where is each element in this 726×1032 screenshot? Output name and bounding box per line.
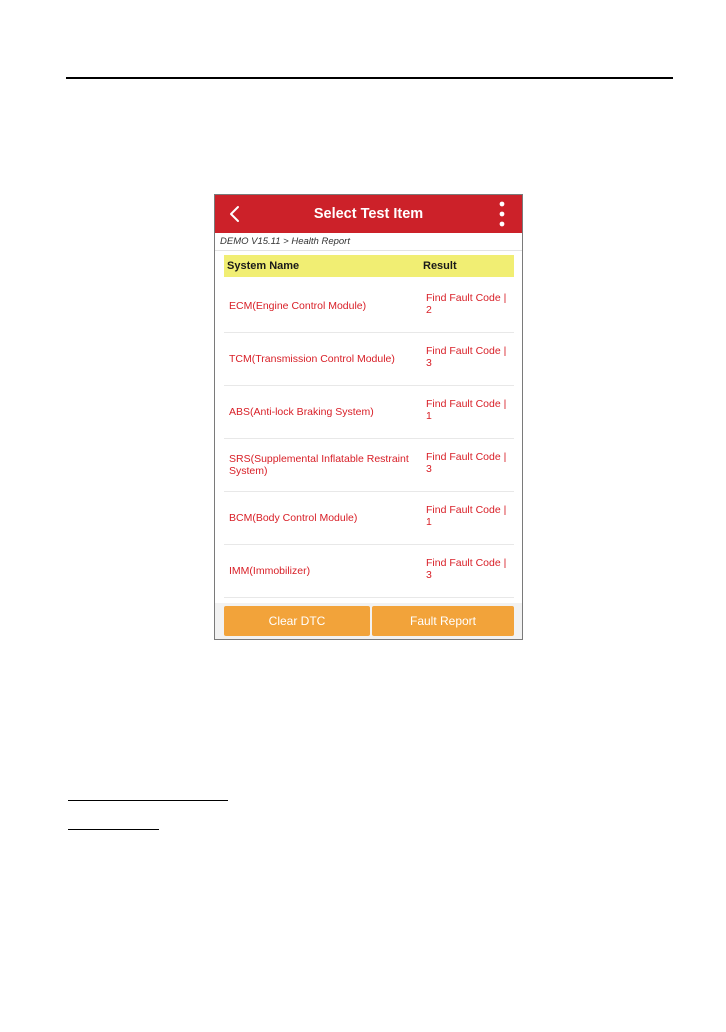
result-cell: Find Fault Code | 1 — [426, 398, 507, 422]
clear-dtc-button[interactable]: Clear DTC — [224, 606, 370, 636]
table-row[interactable] — [224, 492, 514, 545]
column-header-result: Result — [423, 260, 457, 272]
result-cell: Find Fault Code | 3 — [426, 451, 507, 475]
app-title: Select Test Item — [313, 206, 424, 222]
table-row[interactable] — [224, 545, 514, 598]
result-cell: Find Fault Code | 3 — [426, 557, 507, 581]
device-screenshot — [214, 194, 523, 640]
underline-rule — [68, 800, 228, 801]
column-header-system-name: System Name — [227, 260, 300, 272]
table-row[interactable] — [224, 333, 514, 386]
page-header-rule — [66, 77, 673, 79]
system-name-cell: SRS(Supplemental Inflatable Restraint System) — [229, 453, 409, 477]
more-vertical-icon[interactable] — [498, 201, 506, 227]
underline-rule — [68, 829, 159, 830]
bottom-action-bar — [215, 603, 522, 639]
result-cell: Find Fault Code | 3 — [426, 345, 507, 369]
back-chevron-icon[interactable] — [227, 205, 243, 223]
system-name-cell: TCM(Transmission Control Module) — [229, 353, 395, 365]
fault-report-button[interactable]: Fault Report — [372, 606, 514, 636]
app-bar — [215, 195, 522, 233]
system-name-cell: ECM(Engine Control Module) — [229, 300, 367, 312]
result-cell: Find Fault Code | 1 — [426, 504, 507, 528]
system-name-cell: BCM(Body Control Module) — [229, 512, 358, 524]
table-header — [224, 255, 514, 277]
table-row[interactable] — [224, 280, 514, 333]
table-row[interactable] — [224, 439, 514, 492]
result-cell: Find Fault Code | 2 — [426, 292, 507, 316]
system-name-cell: ABS(Anti-lock Braking System) — [229, 406, 374, 418]
system-list — [224, 280, 514, 598]
system-name-cell: IMM(Immobilizer) — [229, 565, 311, 577]
divider — [215, 250, 522, 251]
breadcrumb: DEMO V15.11 > Health Report — [220, 236, 350, 247]
table-row[interactable] — [224, 386, 514, 439]
